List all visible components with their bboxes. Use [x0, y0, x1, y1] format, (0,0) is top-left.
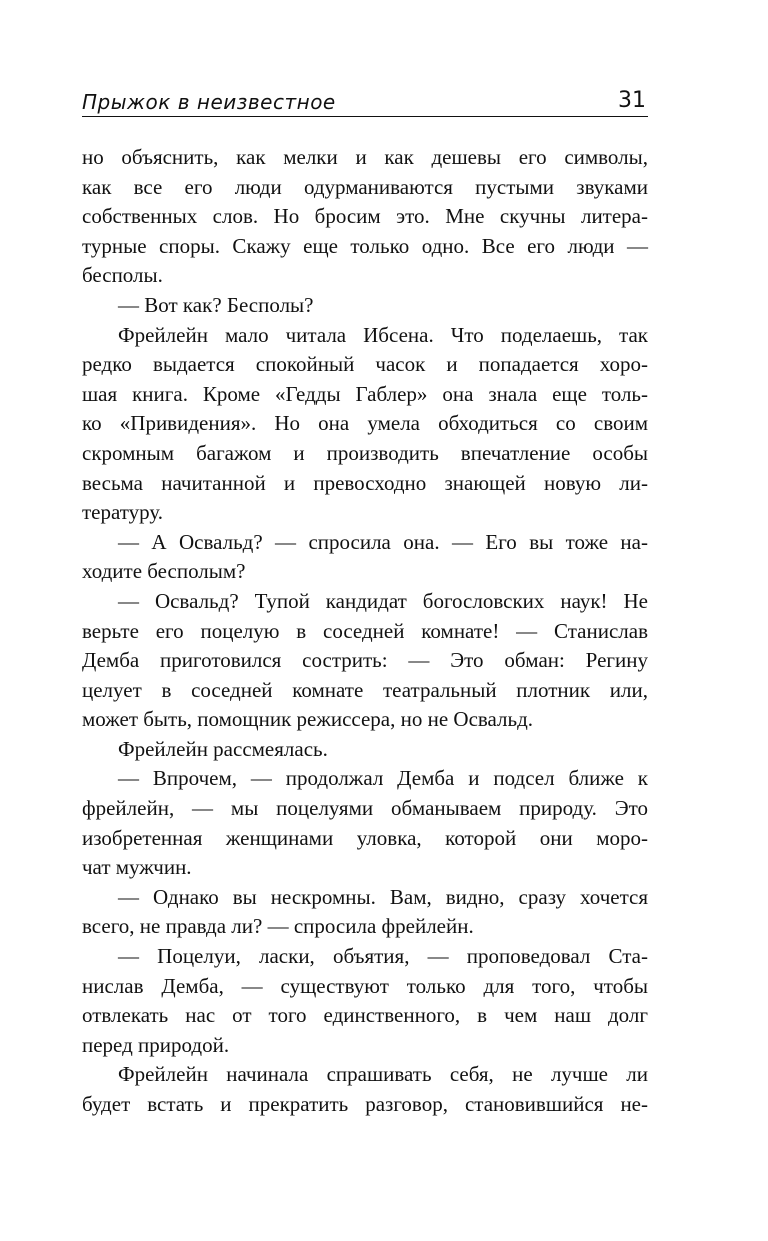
text-line: скромным багажом и производить впечатление особы [82, 440, 648, 465]
text-line: тературу. [82, 500, 164, 525]
body-text [82, 143, 648, 1120]
text-line: ходите бесполым? [82, 559, 246, 584]
text-line: — А Освальд? — спросила она. — Его вы тоже на- [118, 529, 648, 554]
text-line: Фрейлейн мало читала Ибсена. Что поделаешь, так [118, 322, 648, 347]
running-header [82, 86, 648, 117]
text-line: турные споры. Скажу еще только одно. Все его люди — [82, 233, 648, 258]
text-line: фрейлейн, — мы поцелуями обманываем природу. Это [82, 796, 648, 821]
text-line: ко «Привидения». Но она умела обходиться со своим [82, 411, 648, 436]
text-line: редко выдается спокойный часок и попадается хоро- [82, 352, 648, 377]
text-line: собственных слов. Но бросим это. Мне скучны литера- [82, 204, 648, 229]
text-line: но объяснить, как мелки и как дешевы его символы, [82, 145, 648, 169]
text-line: перед природой. [82, 1032, 230, 1057]
text-line: нислав Демба, — существуют только для того, чтобы [82, 973, 648, 998]
text-line: Демба приготовился сострить: — Это обман: Регину [82, 648, 648, 673]
text-line: может быть, помощник режиссера, но не Освальд. [82, 707, 534, 732]
text-line: — Однако вы нескромны. Вам, видно, сразу хочется [118, 884, 648, 909]
text-line: верьте его поцелую в соседней комнате! — Станислав [82, 618, 648, 643]
text-line: — Освальд? Тупой кандидат богословских наук! Не [118, 588, 648, 613]
text-line: всего, не правда ли? — спросила фрейлейн. [82, 914, 474, 939]
text-line: весьма начитанной и превосходно знающей новую ли- [82, 470, 648, 495]
text-line: чат мужчин. [82, 855, 192, 880]
text-line: как все его люди одурманиваются пустыми звуками [82, 174, 648, 199]
book-title: Прыжок в неизвестное [82, 90, 336, 114]
text-line: — Поцелуи, ласки, объятия, — проповедовал Ста- [118, 944, 648, 969]
page-number: 31 [618, 88, 646, 113]
text-line: Фрейлейн начинала спрашивать себя, не лучше ли [118, 1062, 648, 1087]
text-line: будет встать и прекратить разговор, становившийся не- [82, 1092, 648, 1116]
text-line: — Впрочем, — продолжал Демба и подсел ближе к [118, 766, 648, 791]
text-line: бесполы. [82, 263, 163, 288]
text-line: — Вот как? Бесполы? [118, 292, 314, 317]
text-line: изобретенная женщинами уловка, которой они моро- [82, 825, 648, 850]
text-line: отвлекать нас от того единственного, в чем наш долг [82, 1003, 648, 1028]
text-line: целует в соседней комнате театральный плотник или, [82, 677, 648, 702]
text-line: шая книга. Кроме «Гедды Габлер» она знала еще толь- [82, 381, 648, 406]
text-line: Фрейлейн рассмеялась. [118, 736, 328, 761]
